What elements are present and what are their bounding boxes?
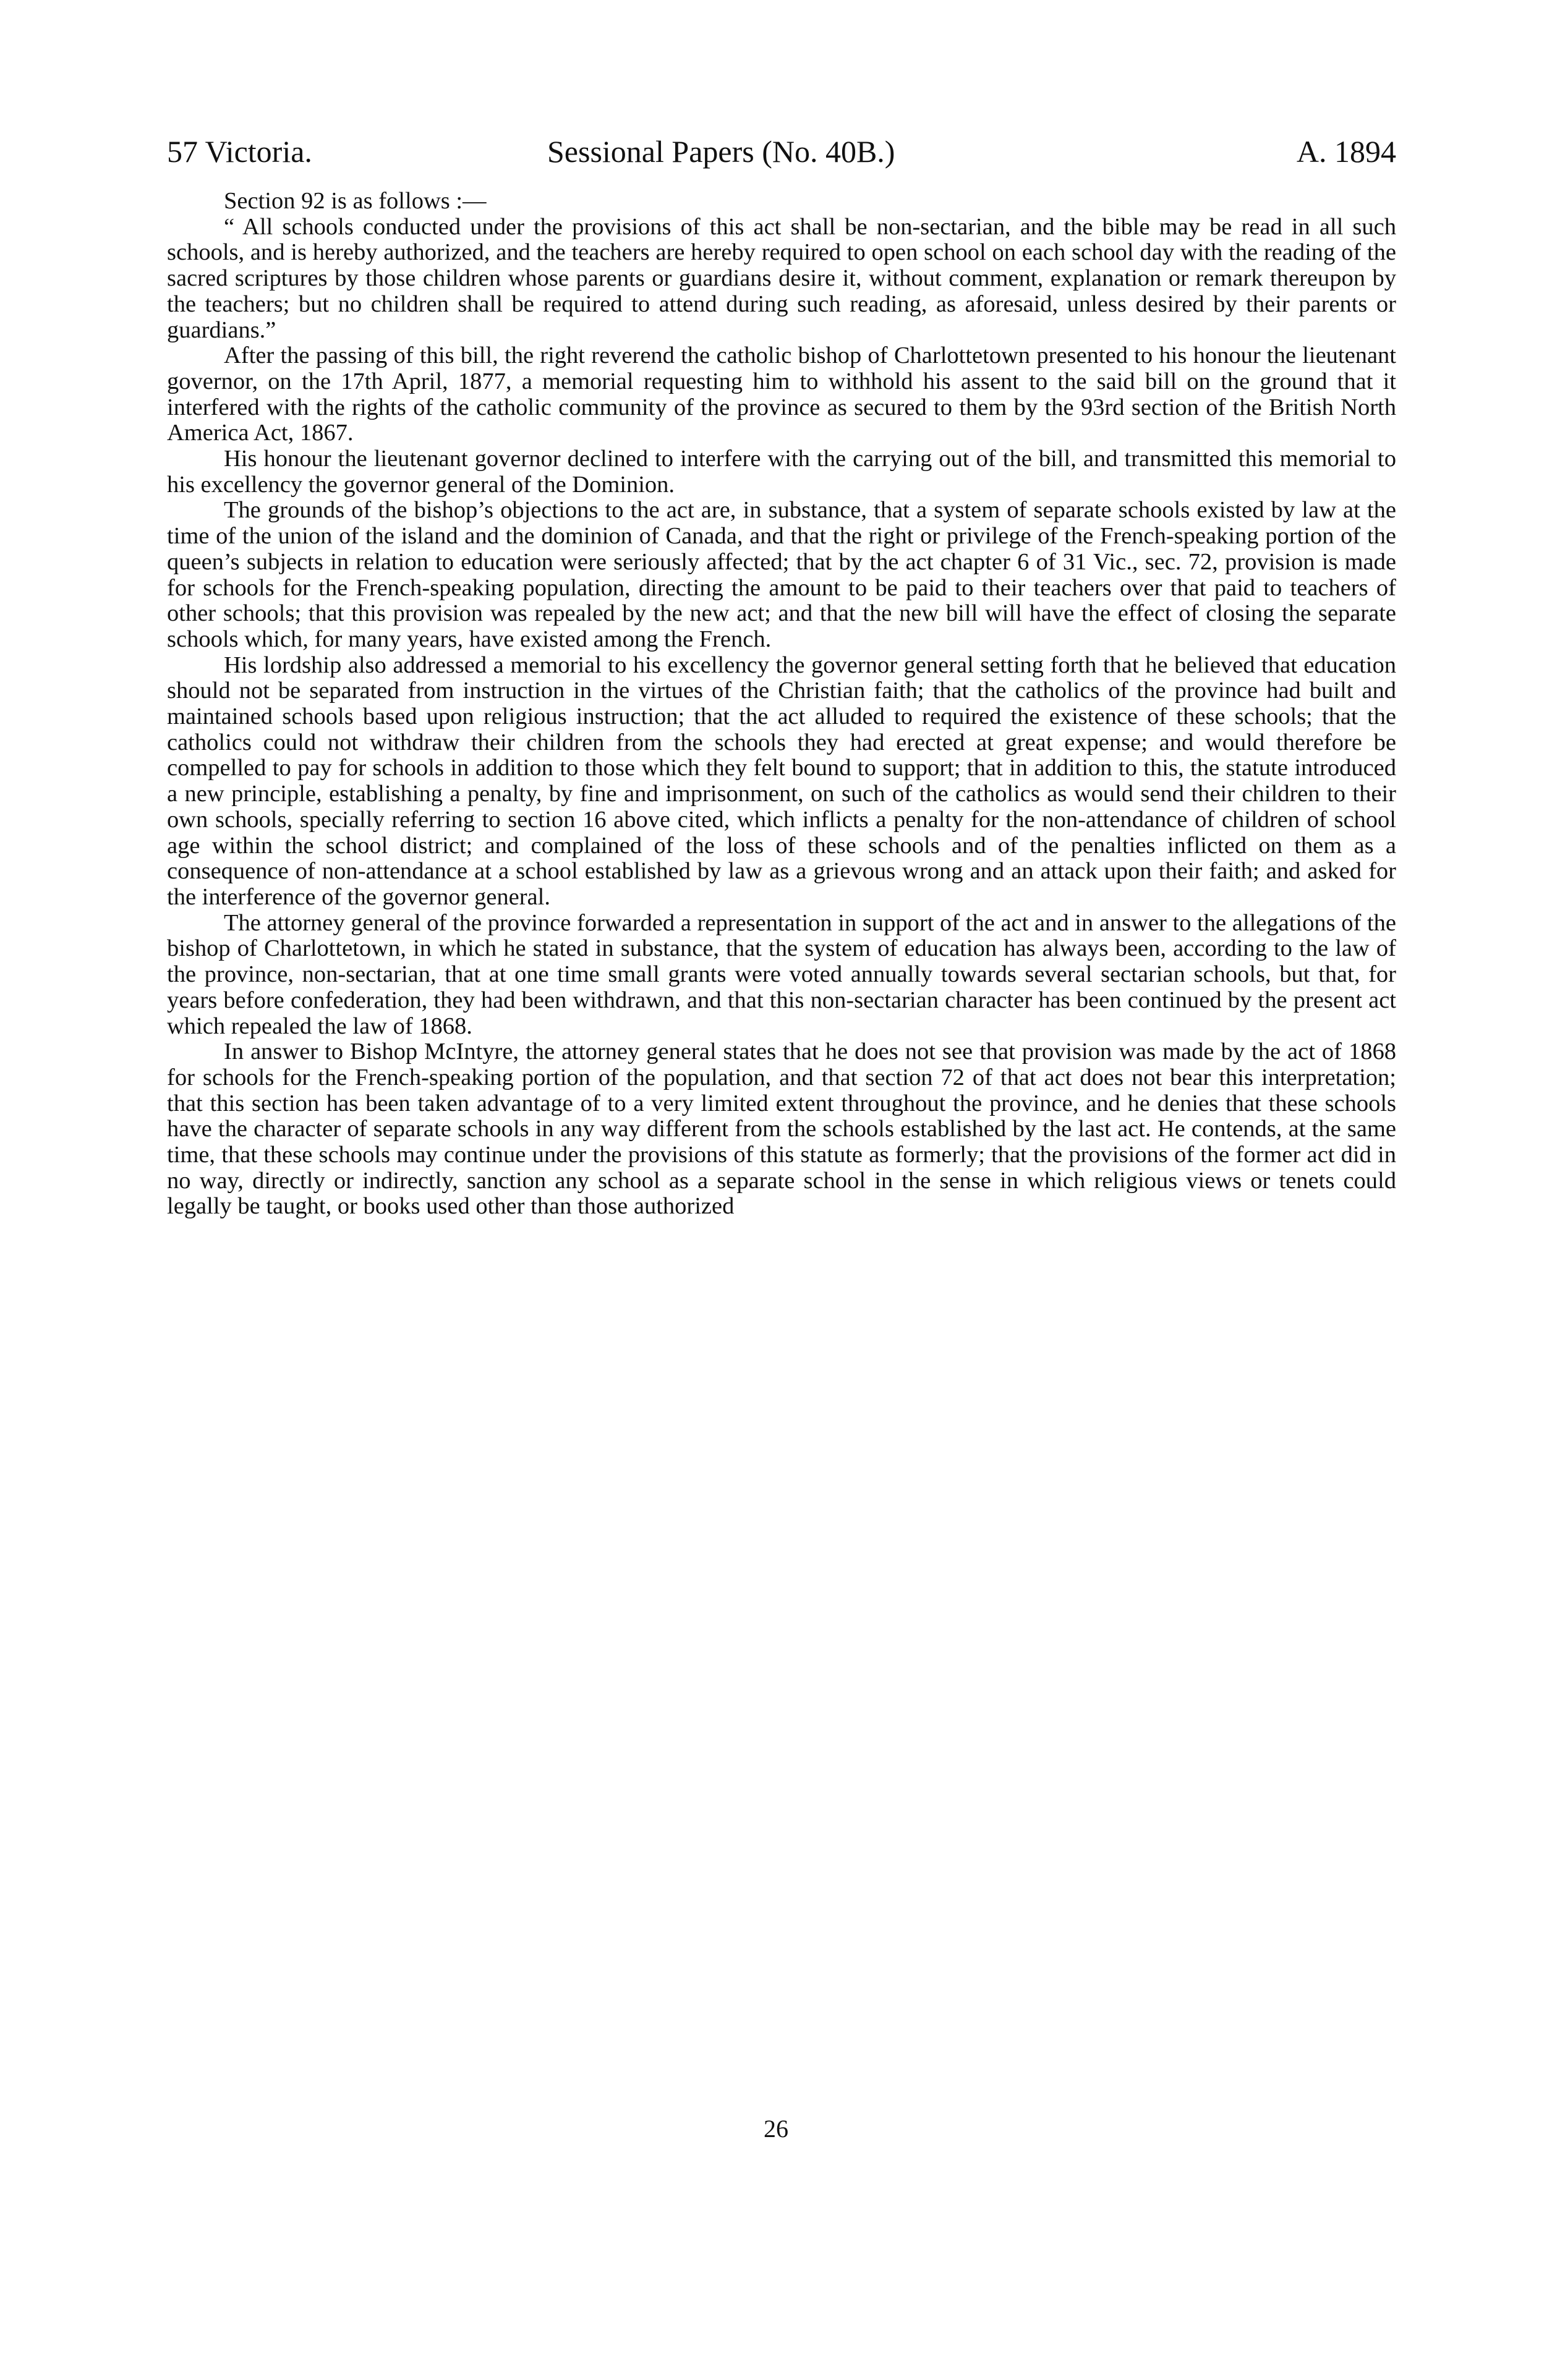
paragraph: His honour the lieutenant governor declined to interfere with the carrying out of the bill, and transmitted this memorial to his excellency the governor general of the Dominion.	[167, 446, 1396, 498]
paragraph: Section 92 is as follows :—	[224, 188, 487, 214]
paragraph: In answer to Bishop McIntyre, the attorney general states that he does not see that provision was made by the act of 1868 for schools for the French-speaking portion of the population, and that section 72 of that act does not bear this interpretation; that this section has been taken advantage of to a very limited extent throughout the province, and he denies that these schools have the character of separate schools in any way different from the schools established by the last act. He contends, at the same time, that these schools may continue under the provisions of this statute as formerly; that the provisions of the former act did in no way, directly or indirectly, sanction any school as a separate school in the sense in which religious views or tenets could legally be taught, or books used other than those authorized	[167, 1039, 1396, 1220]
paragraph: His lordship also addressed a memorial to his excellency the governor general setting forth that he believed that education should not be separated from instruction in the virtues of the Christian faith; that the catholics of the province had built and maintained schools based upon religious instruction; that the act alluded to required the existence of these schools; that the catholics could not withdraw their children from the schools they had erected at great expense; and would therefore be compelled to pay for schools in addition to those which they felt bound to support; that in addition to this, the statute introduced a new principle, establishing a penalty, by fine and imprisonment, on such of the catholics as would send their children to their own schools, specially referring to section 16 above cited, which inflicts a penalty for the non-attendance of children of school age within the school district; and complained of the loss of these schools and of the penalties inflicted on them as a consequence of non-attendance at a school established by law as a grievous wrong and an attack upon their faith; and asked for the interference of the governor general.	[167, 652, 1396, 910]
paragraph: After the passing of this bill, the right reverend the catholic bishop of Charlottetown presented to his honour the lieutenant governor, on the 17th April, 1877, a memorial requesting him to withhold his assent to the said bill on the ground that it interfered with the rights of the catholic community of the province as secured to them by the 93rd section of the British North America Act, 1867.	[167, 342, 1396, 446]
paragraph: The attorney general of the province forwarded a representation in support of the act and in answer to the allegations of the bishop of Charlottetown, in which he stated in substance, that the system of education has always been, according to the law of the province, non-sectarian, that at one time small grants were voted annually towards several sectarian schools, but that, for years before confederation, they had been withdrawn, and that this non-sectarian character has been continued by the present act which repealed the law of 1868.	[167, 909, 1396, 1039]
paragraph: “ All schools conducted under the provisions of this act shall be non-sectarian, and the bible may be read in all such schools, and is hereby authorized, and the teachers are hereby required to open school on each school day with the reading of the sacred scriptures by those children whose parents or guardians desire it, without comment, explanation or remark thereupon by the teachers; but no children shall be required to attend during such reading, as aforesaid, unless desired by their parents or guardians.”	[167, 213, 1396, 343]
running-header	[167, 130, 1396, 173]
paragraph: The grounds of the bishop’s objections to the act are, in substance, that a system of separate schools existed by law at the time of the union of the island and the dominion of Canada, and that the right or privilege of the French-speaking portion of the queen’s subjects in relation to education were seriously affected; that by the act chapter 6 of 31 Vic., sec. 72, provision is made for schools for the French-speaking population, directing the amount to be paid to their teachers over that paid to teachers of other schools; that this provision was repealed by the new act; and that the new bill will have the effect of closing the separate schools which, for many years, have existed among the French.	[167, 497, 1396, 652]
header-sessional-papers: Sessional Papers (No. 40B.)	[547, 134, 895, 169]
page-body	[167, 189, 1396, 1220]
header-year: A. 1894	[1296, 134, 1396, 169]
header-session: 57 Victoria.	[167, 134, 312, 169]
page-number: 26	[764, 2115, 788, 2143]
